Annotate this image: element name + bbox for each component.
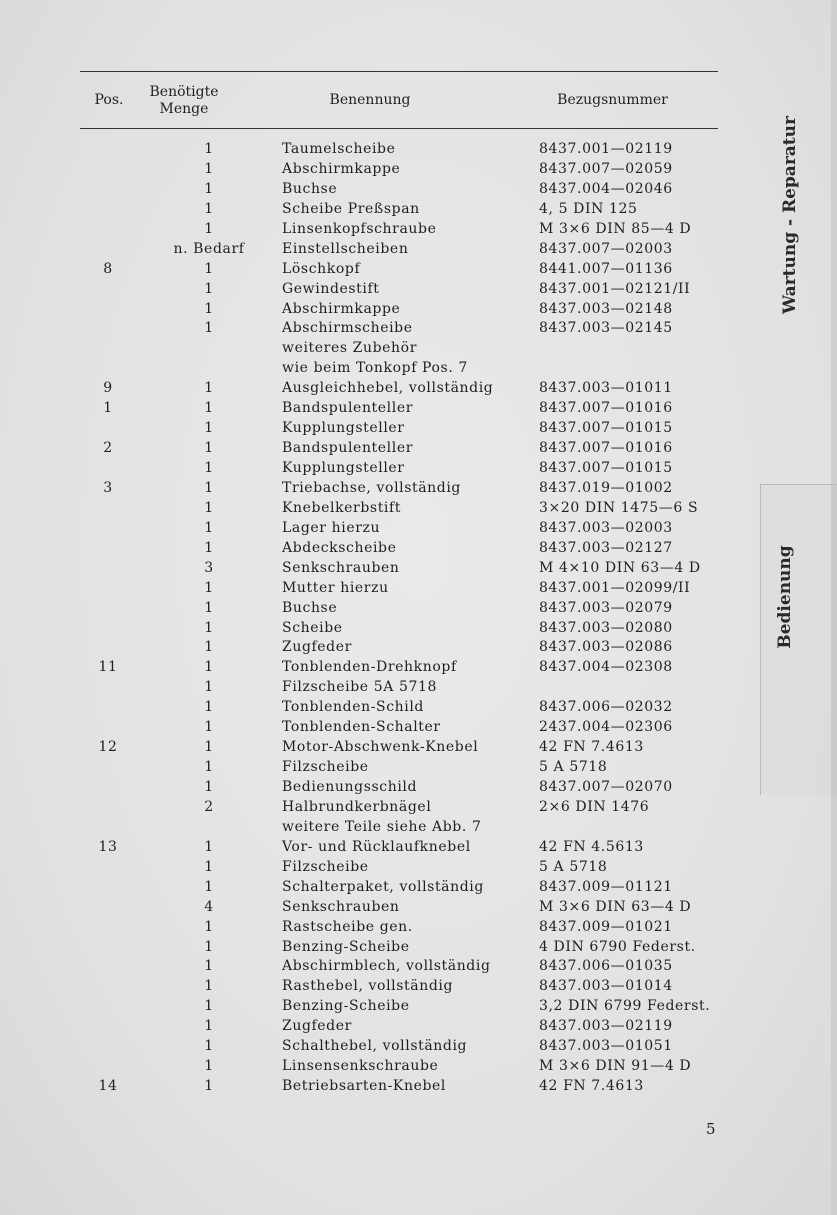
cell-benennung: Buchse bbox=[282, 599, 338, 616]
table-top-rule bbox=[80, 71, 718, 72]
table-row bbox=[80, 379, 720, 399]
cell-bezugsnummer: 8437.003—02145 bbox=[539, 320, 673, 337]
cell-menge: 1 bbox=[204, 260, 214, 277]
table-row bbox=[80, 1077, 720, 1097]
cell-pos bbox=[80, 240, 136, 260]
cell-menge: 1 bbox=[204, 838, 214, 855]
table-row bbox=[80, 260, 720, 280]
cell-pos bbox=[80, 579, 136, 599]
cell-bezugsnummer: 42 FN 7.4613 bbox=[539, 1078, 644, 1095]
cell-benennung: Kupplungsteller bbox=[282, 460, 405, 476]
table-row bbox=[80, 758, 720, 778]
cell-benennung: Abschirmblech, vollständig bbox=[282, 958, 491, 975]
cell-benennung: Lager hierzu bbox=[282, 519, 381, 536]
cell-benennung: weiteres Zubehör bbox=[282, 340, 417, 357]
cell-benennung: Abdeckscheibe bbox=[282, 539, 397, 556]
cell-benennung: Benzing-Scheibe bbox=[282, 938, 410, 955]
header-menge-line1: Benötigte bbox=[149, 84, 219, 100]
cell-bezugsnummer: 8437.006—01035 bbox=[539, 958, 673, 975]
cell-bezugsnummer: 8437.006—02032 bbox=[539, 699, 673, 716]
cell-menge bbox=[136, 359, 282, 379]
cell-pos bbox=[80, 539, 136, 559]
cell-menge: n. Bedarf bbox=[173, 240, 245, 257]
side-tab-bedienung[interactable]: Bedienung bbox=[775, 545, 795, 649]
cell-pos: 9 bbox=[103, 380, 113, 397]
cell-menge: 1 bbox=[204, 938, 214, 955]
cell-menge: 1 bbox=[204, 739, 214, 756]
cell-benennung: Benzing-Scheibe bbox=[282, 998, 410, 1015]
cell-bezugsnummer: 8437.001—02099/II bbox=[539, 579, 691, 596]
cell-menge: 1 bbox=[204, 958, 214, 975]
table-row bbox=[80, 878, 720, 898]
cell-menge: 1 bbox=[204, 759, 214, 776]
cell-menge: 1 bbox=[204, 998, 214, 1015]
cell-bezugsnummer: 8437.003—01014 bbox=[539, 978, 673, 995]
table-row bbox=[80, 1057, 720, 1077]
cell-menge: 1 bbox=[204, 659, 214, 676]
cell-pos bbox=[80, 459, 136, 479]
cell-benennung: Buchse bbox=[282, 180, 338, 197]
cell-menge: 1 bbox=[204, 400, 214, 417]
cell-bezugsnummer: 8437.003—02080 bbox=[539, 619, 673, 636]
cell-bezugsnummer bbox=[539, 818, 720, 838]
cell-bezugsnummer: 5 A 5718 bbox=[539, 858, 608, 875]
cell-pos bbox=[80, 798, 136, 818]
cell-bezugsnummer: 42 FN 7.4613 bbox=[539, 739, 644, 756]
header-bottom-rule bbox=[80, 128, 718, 129]
table-row bbox=[80, 678, 720, 698]
header-benennung: Benennung bbox=[329, 92, 411, 108]
table-row bbox=[80, 280, 720, 300]
tab-divider-edge bbox=[760, 484, 837, 795]
cell-pos: 12 bbox=[98, 739, 118, 756]
cell-pos bbox=[80, 419, 136, 439]
cell-pos bbox=[80, 698, 136, 718]
cell-pos: 3 bbox=[103, 479, 113, 496]
cell-pos bbox=[80, 1057, 136, 1077]
cell-pos bbox=[80, 918, 136, 938]
cell-menge: 1 bbox=[204, 858, 214, 875]
cell-menge: 1 bbox=[204, 200, 214, 217]
cell-bezugsnummer: 8437.009—01021 bbox=[539, 918, 673, 935]
cell-bezugsnummer: 8437.003—02079 bbox=[539, 599, 673, 616]
cell-benennung: Taumelscheibe bbox=[282, 141, 396, 157]
cell-benennung: Filzscheibe bbox=[282, 759, 369, 776]
cell-pos bbox=[80, 1037, 136, 1057]
cell-menge: 1 bbox=[204, 420, 214, 437]
cell-menge: 1 bbox=[204, 539, 214, 556]
cell-pos bbox=[80, 718, 136, 738]
cell-pos bbox=[80, 1017, 136, 1037]
cell-pos bbox=[80, 818, 136, 838]
cell-bezugsnummer: 8437.007—02003 bbox=[539, 240, 673, 257]
cell-benennung: Linsenkopfschraube bbox=[282, 220, 437, 237]
table-row bbox=[80, 718, 720, 738]
cell-pos bbox=[80, 858, 136, 878]
cell-bezugsnummer: 8437.003—01011 bbox=[539, 380, 673, 397]
cell-pos bbox=[80, 977, 136, 997]
cell-menge: 1 bbox=[204, 499, 214, 516]
cell-benennung: Scheibe Preßspan bbox=[282, 200, 420, 217]
cell-bezugsnummer: M 4×10 DIN 63—4 D bbox=[539, 559, 701, 576]
header-menge bbox=[140, 84, 228, 118]
cell-pos bbox=[80, 778, 136, 798]
table-row bbox=[80, 419, 720, 439]
cell-bezugsnummer: 8437.007—02070 bbox=[539, 779, 673, 795]
cell-pos bbox=[80, 997, 136, 1017]
table-row bbox=[80, 459, 720, 479]
cell-bezugsnummer: 8437.004—02308 bbox=[539, 659, 673, 676]
cell-menge: 1 bbox=[204, 440, 214, 457]
cell-bezugsnummer: 8437.004—02046 bbox=[539, 180, 673, 197]
cell-benennung: Triebachse, vollständig bbox=[282, 479, 461, 496]
cell-menge: 4 bbox=[204, 898, 214, 915]
cell-bezugsnummer: 8437.003—02127 bbox=[539, 539, 673, 556]
table-row bbox=[80, 918, 720, 938]
cell-benennung: Abschirmkappe bbox=[282, 160, 401, 177]
cell-menge: 1 bbox=[204, 180, 214, 197]
cell-benennung: Linsensenkschraube bbox=[282, 1058, 439, 1075]
cell-benennung: Scheibe bbox=[282, 619, 343, 636]
cell-menge: 1 bbox=[204, 699, 214, 716]
table-row bbox=[80, 957, 720, 977]
cell-menge: 1 bbox=[204, 779, 214, 795]
cell-benennung: Knebelkerbstift bbox=[282, 499, 402, 516]
cell-benennung: Ausgleichhebel, vollständig bbox=[282, 380, 494, 397]
cell-bezugsnummer: 3×20 DIN 1475—6 S bbox=[539, 499, 699, 516]
cell-benennung: Tonblenden-Schalter bbox=[282, 719, 441, 736]
cell-bezugsnummer: 8437.003—01051 bbox=[539, 1038, 673, 1055]
table-row bbox=[80, 539, 720, 559]
cell-menge: 1 bbox=[204, 220, 214, 237]
cell-pos: 8 bbox=[103, 260, 113, 277]
cell-menge: 1 bbox=[204, 380, 214, 397]
cell-pos: 14 bbox=[98, 1078, 118, 1095]
cell-menge: 1 bbox=[204, 639, 214, 656]
table-row bbox=[80, 180, 720, 200]
table-row bbox=[80, 1017, 720, 1037]
cell-menge: 1 bbox=[204, 1018, 214, 1035]
cell-pos bbox=[80, 938, 136, 958]
cell-benennung: Mutter hierzu bbox=[282, 579, 389, 596]
page-number: 5 bbox=[706, 1120, 716, 1138]
table-row bbox=[80, 240, 720, 260]
cell-pos bbox=[80, 758, 136, 778]
cell-pos bbox=[80, 638, 136, 658]
cell-benennung: Schalthebel, vollständig bbox=[282, 1038, 468, 1055]
table-row bbox=[80, 559, 720, 579]
cell-pos bbox=[80, 160, 136, 180]
cell-menge: 1 bbox=[204, 878, 214, 895]
cell-benennung: Löschkopf bbox=[282, 260, 361, 277]
cell-benennung: Betriebsarten-Knebel bbox=[282, 1078, 446, 1095]
cell-menge: 2 bbox=[204, 798, 214, 815]
cell-bezugsnummer: 8437.001—02121/II bbox=[539, 280, 691, 297]
cell-bezugsnummer: M 3×6 DIN 91—4 D bbox=[539, 1058, 692, 1075]
cell-benennung: weitere Teile siehe Abb. 7 bbox=[282, 818, 482, 835]
table-row bbox=[80, 858, 720, 878]
cell-bezugsnummer: 2437.004—02306 bbox=[539, 719, 673, 736]
cell-pos bbox=[80, 339, 136, 359]
cell-menge: 1 bbox=[204, 300, 214, 317]
cell-benennung: Schalterpaket, vollständig bbox=[282, 878, 484, 895]
cell-bezugsnummer bbox=[539, 339, 720, 359]
table-row bbox=[80, 778, 720, 798]
cell-menge bbox=[136, 339, 282, 359]
cell-benennung: Gewindestift bbox=[282, 280, 380, 297]
cell-pos bbox=[80, 300, 136, 320]
table-row bbox=[80, 638, 720, 658]
cell-pos: 2 bbox=[103, 440, 113, 457]
cell-bezugsnummer: 8437.003—02119 bbox=[539, 1018, 673, 1035]
cell-bezugsnummer: 8437.003—02086 bbox=[539, 639, 673, 656]
cell-menge: 1 bbox=[204, 1038, 214, 1055]
cell-pos bbox=[80, 559, 136, 579]
cell-pos bbox=[80, 280, 136, 300]
cell-bezugsnummer: 5 A 5718 bbox=[539, 759, 608, 776]
table-row bbox=[80, 140, 720, 160]
cell-pos bbox=[80, 519, 136, 539]
cell-menge: 1 bbox=[204, 918, 214, 935]
cell-benennung: Halbrundkerbnägel bbox=[282, 798, 432, 815]
cell-bezugsnummer: 8437.003—02003 bbox=[539, 519, 673, 536]
cell-menge: 1 bbox=[204, 141, 214, 157]
cell-bezugsnummer: 8437.007—01015 bbox=[539, 420, 673, 437]
cell-benennung: Zugfeder bbox=[282, 639, 352, 656]
cell-benennung: Filzscheibe 5A 5718 bbox=[282, 679, 438, 696]
cell-bezugsnummer: 8437.007—02059 bbox=[539, 160, 673, 177]
cell-pos: 13 bbox=[98, 838, 118, 855]
cell-benennung: Motor-Abschwenk-Knebel bbox=[282, 739, 479, 756]
cell-menge: 1 bbox=[204, 719, 214, 736]
cell-pos: 1 bbox=[103, 400, 113, 417]
table-row bbox=[80, 319, 720, 339]
cell-bezugsnummer: 8437.003—02148 bbox=[539, 300, 673, 317]
cell-pos bbox=[80, 200, 136, 220]
cell-menge: 1 bbox=[204, 479, 214, 496]
cell-bezugsnummer: 8437.001—02119 bbox=[539, 141, 673, 157]
cell-benennung: Senkschrauben bbox=[282, 898, 400, 915]
cell-pos bbox=[80, 619, 136, 639]
cell-menge: 1 bbox=[204, 1058, 214, 1075]
cell-bezugsnummer bbox=[539, 359, 720, 379]
cell-menge: 1 bbox=[204, 579, 214, 596]
table-row bbox=[80, 818, 720, 838]
cell-benennung: Abschirmscheibe bbox=[282, 320, 413, 337]
side-tab-wartung-reparatur[interactable]: Wartung - Reparatur bbox=[780, 116, 800, 314]
header-menge-line2: Menge bbox=[159, 101, 209, 117]
cell-benennung: Zugfeder bbox=[282, 1018, 352, 1035]
table-row bbox=[80, 479, 720, 499]
cell-pos bbox=[80, 499, 136, 519]
cell-benennung: Kupplungsteller bbox=[282, 420, 405, 437]
cell-menge bbox=[136, 818, 282, 838]
cell-bezugsnummer: 42 FN 4.5613 bbox=[539, 838, 644, 855]
cell-benennung: Filzscheibe bbox=[282, 858, 369, 875]
cell-bezugsnummer: 8437.007—01016 bbox=[539, 440, 673, 457]
table-row bbox=[80, 997, 720, 1017]
cell-menge: 1 bbox=[204, 519, 214, 536]
cell-pos bbox=[80, 359, 136, 379]
cell-bezugsnummer: M 3×6 DIN 63—4 D bbox=[539, 898, 692, 915]
cell-menge: 1 bbox=[204, 978, 214, 995]
parts-table-body bbox=[80, 140, 720, 1097]
table-row bbox=[80, 499, 720, 519]
table-row bbox=[80, 579, 720, 599]
table-row bbox=[80, 220, 720, 240]
cell-bezugsnummer: 4 DIN 6790 Federst. bbox=[539, 938, 696, 955]
cell-benennung: Bandspulenteller bbox=[282, 440, 413, 457]
cell-bezugsnummer bbox=[539, 678, 720, 698]
cell-bezugsnummer: 8437.009—01121 bbox=[539, 878, 673, 895]
cell-pos bbox=[80, 678, 136, 698]
cell-bezugsnummer: 8437.007—01015 bbox=[539, 460, 673, 476]
table-row bbox=[80, 977, 720, 997]
cell-menge: 3 bbox=[204, 559, 214, 576]
cell-pos bbox=[80, 878, 136, 898]
cell-bezugsnummer: M 3×6 DIN 85—4 D bbox=[539, 220, 692, 237]
cell-pos: 11 bbox=[98, 659, 118, 676]
table-row bbox=[80, 738, 720, 758]
cell-benennung: Rastscheibe gen. bbox=[282, 918, 413, 935]
cell-benennung: Bedienungsschild bbox=[282, 779, 418, 795]
cell-pos bbox=[80, 319, 136, 339]
cell-menge: 1 bbox=[204, 320, 214, 337]
cell-menge: 1 bbox=[204, 619, 214, 636]
cell-benennung: wie beim Tonkopf Pos. 7 bbox=[282, 360, 468, 377]
table-row bbox=[80, 1037, 720, 1057]
cell-pos bbox=[80, 220, 136, 240]
cell-menge: 1 bbox=[204, 280, 214, 297]
table-row bbox=[80, 619, 720, 639]
cell-benennung: Rasthebel, vollständig bbox=[282, 978, 454, 995]
table-row bbox=[80, 160, 720, 180]
table-row bbox=[80, 519, 720, 539]
cell-benennung: Senkschrauben bbox=[282, 559, 400, 576]
cell-bezugsnummer: 8441.007—01136 bbox=[539, 260, 673, 277]
cell-menge: 1 bbox=[204, 460, 214, 476]
cell-benennung: Tonblenden-Schild bbox=[282, 699, 424, 716]
table-row bbox=[80, 698, 720, 718]
cell-pos bbox=[80, 180, 136, 200]
header-pos: Pos. bbox=[94, 92, 124, 108]
cell-benennung: Einstellscheiben bbox=[282, 240, 409, 257]
cell-pos bbox=[80, 898, 136, 918]
table-row bbox=[80, 838, 720, 858]
cell-bezugsnummer: 3,2 DIN 6799 Federst. bbox=[539, 998, 711, 1015]
cell-benennung: Tonblenden-Drehknopf bbox=[282, 659, 457, 676]
table-row bbox=[80, 439, 720, 459]
cell-benennung: Vor- und Rücklaufknebel bbox=[282, 838, 471, 855]
cell-benennung: Abschirmkappe bbox=[282, 300, 401, 317]
table-row bbox=[80, 359, 720, 379]
cell-bezugsnummer: 8437.019—01002 bbox=[539, 479, 673, 496]
cell-pos bbox=[80, 957, 136, 977]
table-row bbox=[80, 798, 720, 818]
header-bezugsnummer: Bezugsnummer bbox=[557, 92, 668, 108]
table-row bbox=[80, 938, 720, 958]
cell-menge: 1 bbox=[204, 599, 214, 616]
cell-bezugsnummer: 4, 5 DIN 125 bbox=[539, 200, 638, 217]
cell-pos bbox=[80, 599, 136, 619]
table-row bbox=[80, 200, 720, 220]
table-row bbox=[80, 898, 720, 918]
cell-menge: 1 bbox=[204, 1078, 214, 1095]
parts-table bbox=[80, 140, 720, 1097]
cell-pos bbox=[80, 140, 136, 160]
table-row bbox=[80, 599, 720, 619]
cell-bezugsnummer: 2×6 DIN 1476 bbox=[539, 798, 650, 815]
table-row bbox=[80, 658, 720, 678]
table-row bbox=[80, 300, 720, 320]
table-row bbox=[80, 339, 720, 359]
cell-menge: 1 bbox=[204, 160, 214, 177]
cell-benennung: Bandspulenteller bbox=[282, 400, 413, 417]
cell-bezugsnummer: 8437.007—01016 bbox=[539, 400, 673, 417]
table-row bbox=[80, 399, 720, 419]
cell-menge: 1 bbox=[204, 679, 214, 696]
